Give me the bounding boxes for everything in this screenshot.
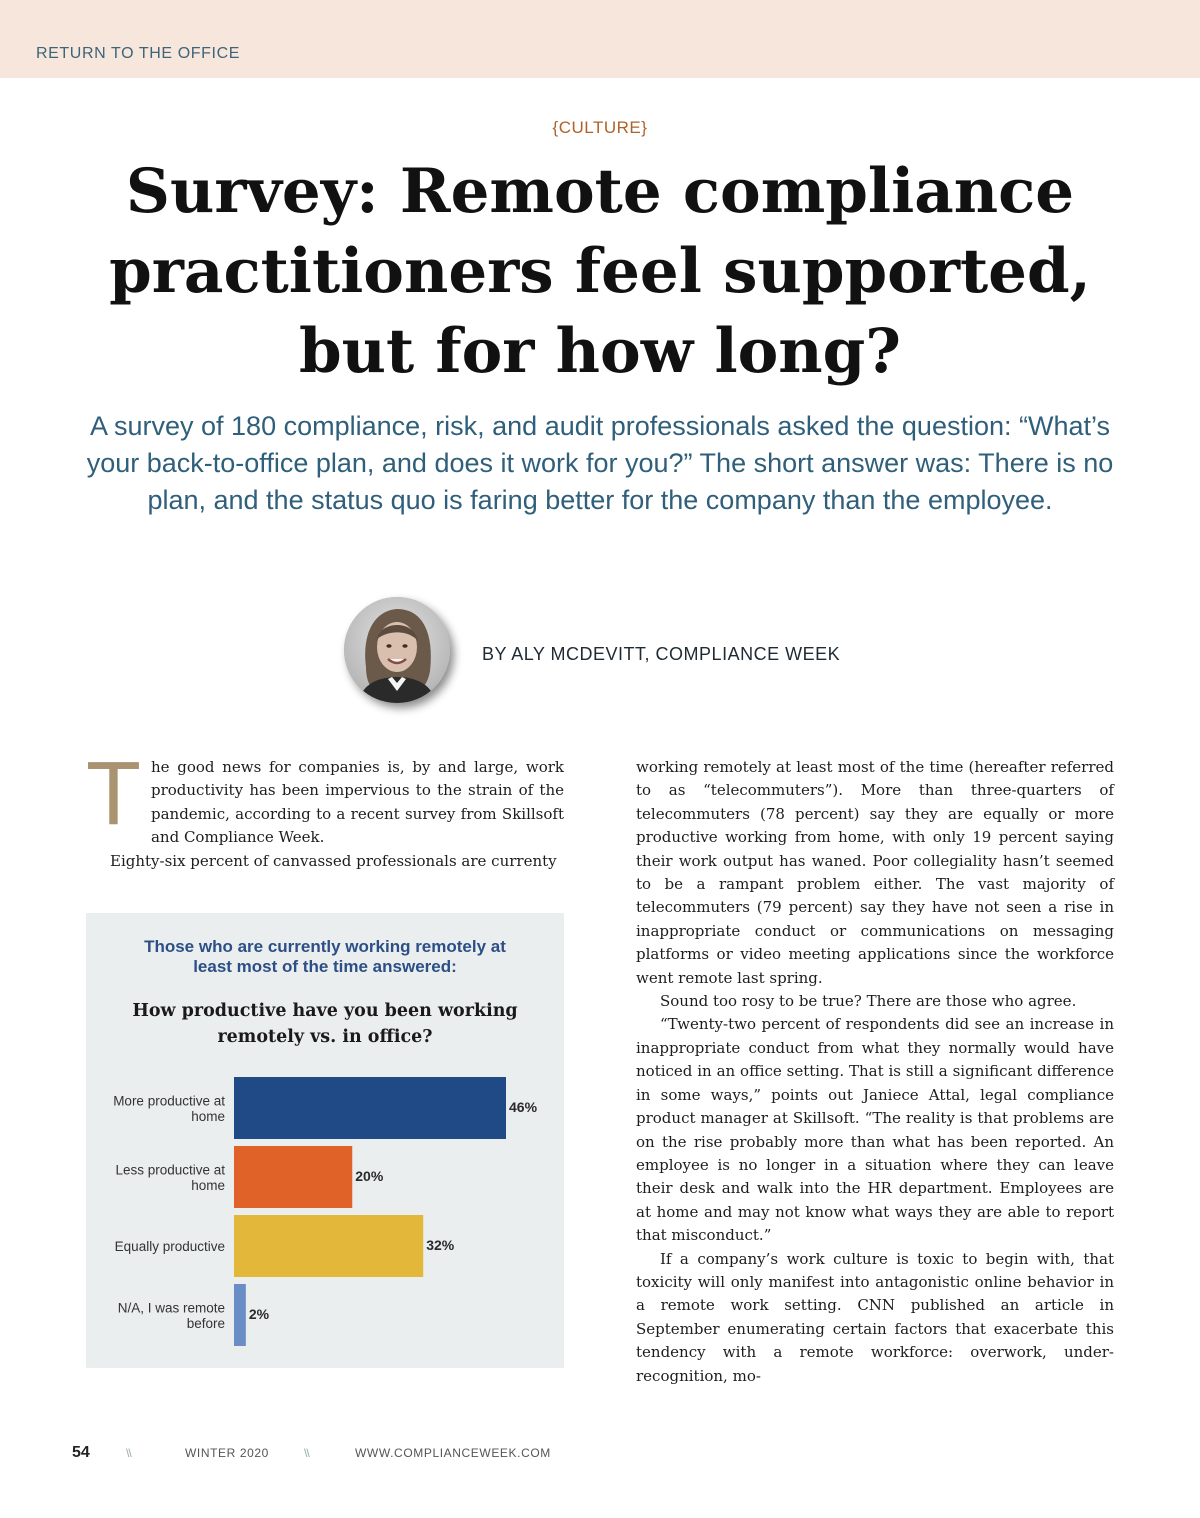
- article-column-left: [86, 744, 564, 873]
- article-paragraph: “Twenty-two percent of respondents did see an increase in inappropriate conduct from what they normally would have noticed in an office setting. That is still a significant difference in some ways,” points out Janiece Attal, legal compliance product manager at Skillsoft. “The reality is that problems are on the rise probably more than what has been reported. An employee is no longer in a situation where they can leave their desk and walk into the HR department. Employees are at home and may not know what ways they are able to report that misconduct.”: [636, 1015, 1114, 1245]
- drop-cap: T: [86, 744, 141, 844]
- article-paragraph: Eighty-six percent of canvassed professionals are currenty: [110, 851, 557, 870]
- page-number: 54: [72, 1444, 90, 1461]
- article-headline: Survey: Remote compliance practitioners feel supported, but for how long?: [109, 156, 1091, 387]
- article-paragraph: [86, 744, 564, 850]
- chart-title: How productive have you been working remotely vs. in office?: [132, 1001, 518, 1047]
- article-column-right: [636, 756, 1114, 1388]
- article-paragraph: If a company’s work culture is toxic to begin with, that toxicity will only manifest into antagonistic online behavior in a remote work setting. CNN published an article in September enumerating certain factors that exacerbate this tendency with a remote workforce: overwork, under-recognition, mo-: [636, 1249, 1114, 1385]
- bar-category-label: Equally productive: [114, 1239, 225, 1254]
- author-photo: [344, 597, 450, 703]
- survey-chart: [86, 913, 564, 1368]
- bar-category-label: home: [191, 1177, 225, 1193]
- chart-bar: [234, 1215, 423, 1277]
- section-header-band: [0, 0, 1200, 78]
- bar-category-label: More productive at: [113, 1093, 225, 1109]
- bar-category-label: home: [191, 1108, 225, 1124]
- bar-chart-plot: [86, 913, 564, 1368]
- bar-value-label: 20%: [355, 1168, 384, 1184]
- bar-value-label: 46%: [509, 1099, 538, 1115]
- bar-value-label: 2%: [248, 1306, 270, 1322]
- footer-website: WWW.COMPLIANCEWEEK.COM: [355, 1446, 551, 1460]
- chart-subtitle: Those who are currently working remotely at least most of the time answered:: [144, 937, 506, 976]
- article-dek: A survey of 180 compliance, risk, and audit professionals asked the question: “What’s your back-to-office plan, and does it work for you?” The short answer was: There is no plan, and the status quo is faring better for the company than the employee.: [86, 411, 1114, 515]
- author-portrait-image: [344, 597, 450, 703]
- chart-bar: [234, 1146, 352, 1208]
- footer-separator: \\: [126, 1446, 131, 1460]
- footer-issue: WINTER 2020: [185, 1446, 269, 1460]
- bar-category-label: N/A, I was remote: [117, 1300, 225, 1316]
- article-paragraph: Sound too rosy to be true? There are those who agree.: [660, 992, 1077, 1011]
- paragraph-text: he good news for companies is, by and large, work productivity has been impervious to the strain of the pandemic, according to a recent survey from Skillsoft and Compliance Week.: [150, 758, 564, 847]
- article-byline: BY ALY MCDEVITT, COMPLIANCE WEEK: [482, 644, 841, 664]
- article-kicker: {CULTURE}: [552, 118, 648, 137]
- bar-category-label: before: [186, 1315, 225, 1331]
- chart-bar: [234, 1284, 246, 1346]
- section-label: RETURN TO THE OFFICE: [36, 45, 241, 62]
- chart-bar: [234, 1077, 506, 1139]
- bar-value-label: 32%: [426, 1237, 455, 1253]
- article-paragraph: working remotely at least most of the time (hereafter referred to as “telecommuters”). More than three-quarters of telecommuters (78 percent) say they are equally or more productive working from home, with only 19 percent saying their work output has waned. Poor collegiality hasn’t seemed to be a rampant problem either. The vast majority of telecommuters (79 percent) say they have not seen a rise in inappropriate conduct or communications on messaging platforms or video meeting applications since the workforce went remote last spring.: [636, 758, 1114, 987]
- bar-category-label: Less productive at: [115, 1162, 225, 1178]
- footer-separator: \\: [304, 1446, 309, 1460]
